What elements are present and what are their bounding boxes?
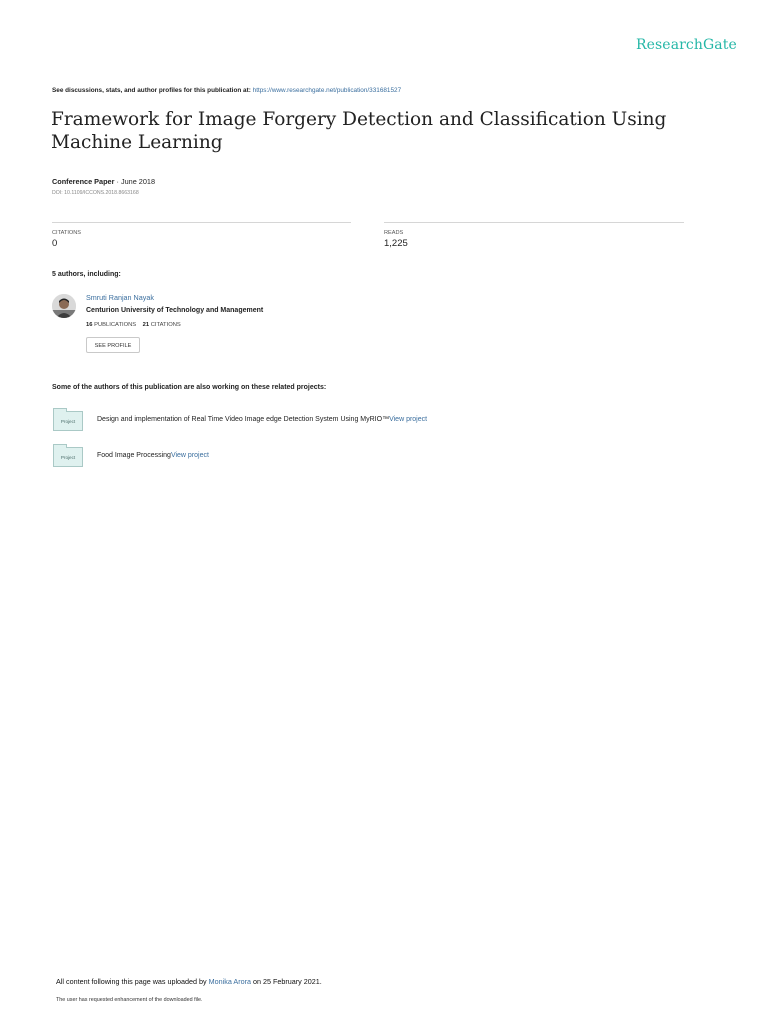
- authors-heading: 5 authors, including:: [52, 271, 121, 278]
- author-name-link[interactable]: Smruti Ranjan Nayak: [86, 293, 154, 302]
- folder-icon: [53, 447, 83, 467]
- author-metrics: [86, 322, 181, 328]
- author-citations-label: CITATIONS: [150, 322, 181, 328]
- citations-value: 0: [52, 238, 58, 249]
- uploader-link[interactable]: Monika Arora: [208, 977, 251, 986]
- publication-date: · June 2018: [116, 177, 156, 186]
- author-affiliation: Centurion University of Technology and Management: [86, 307, 264, 314]
- view-project-link[interactable]: View project: [170, 452, 209, 459]
- reads-value: 1,225: [384, 238, 408, 249]
- publication-type-line: [52, 177, 155, 186]
- reads-label: READS: [384, 230, 404, 236]
- projects-heading: Some of the authors of this publication are also working on these related projects:: [52, 384, 327, 391]
- researchgate-logo[interactable]: ResearchGate: [636, 37, 737, 53]
- citations-label: CITATIONS: [52, 230, 82, 236]
- publications-label: PUBLICATIONS: [94, 322, 137, 328]
- project-title: Design and implementation of Real Time Video Image edge Detection System Using MyRIO™: [97, 416, 390, 423]
- paper-title: Framework for Image Forgery Detection and Classification Using Machine Learning: [51, 109, 667, 153]
- project-item: [97, 452, 209, 459]
- project-icon-label: Project: [60, 419, 76, 424]
- project-item: [97, 416, 427, 423]
- citations-divider: [52, 222, 351, 223]
- publications-count: 16: [86, 322, 93, 328]
- publication-type: Conference Paper: [52, 177, 115, 186]
- upload-note: [56, 977, 322, 986]
- upload-suffix: on 25 February 2021.: [253, 977, 322, 986]
- avatar-photo-icon: [52, 294, 76, 318]
- discussion-line: [52, 87, 401, 94]
- project-title: Food Image Processing: [97, 452, 171, 459]
- author-avatar[interactable]: [52, 294, 76, 318]
- doi: DOI: 10.1109/ICCONS.2018.8663168: [52, 190, 139, 196]
- publication-url-link[interactable]: https://www.researchgate.net/publication/331681527: [252, 87, 402, 94]
- see-profile-button[interactable]: SEE PROFILE: [86, 337, 140, 353]
- project-icon-label: Project: [60, 455, 76, 460]
- enhancement-note: The user has requested enhancement of the downloaded file.: [56, 997, 203, 1003]
- view-project-link[interactable]: View project: [389, 416, 428, 423]
- author-citations-count: 21: [142, 322, 150, 328]
- upload-prefix: All content following this page was uploaded by: [56, 977, 207, 986]
- reads-divider: [384, 222, 684, 223]
- folder-icon: [53, 411, 83, 431]
- discussion-prefix: See discussions, stats, and author profiles for this publication at:: [52, 87, 251, 94]
